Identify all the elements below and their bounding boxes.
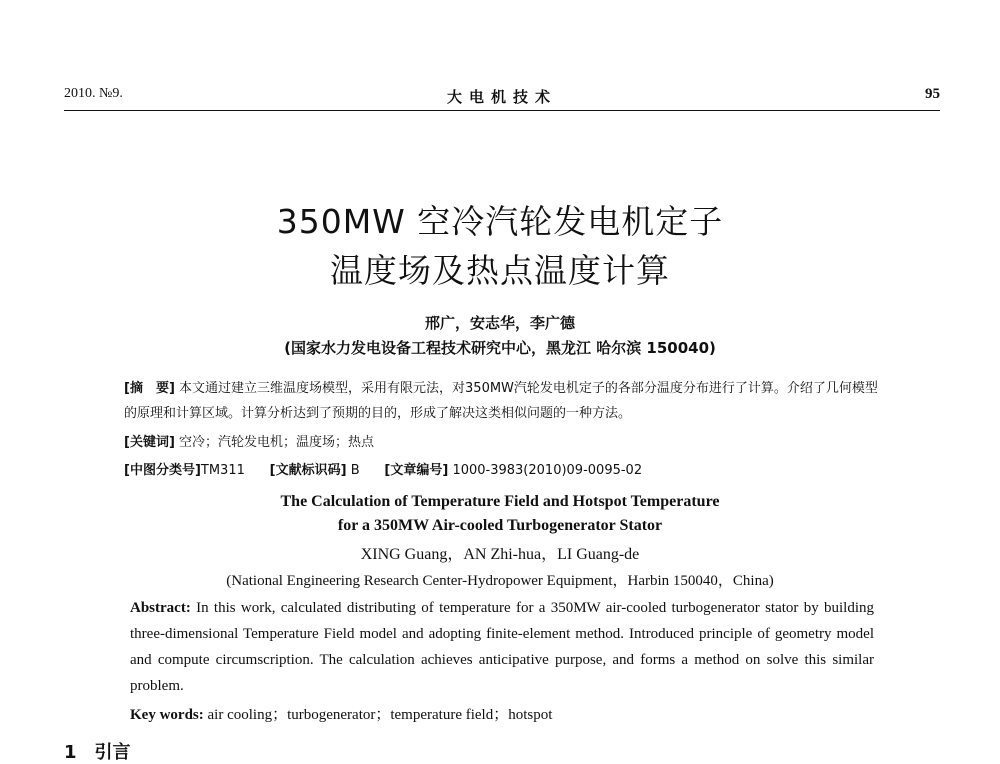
title-en-line-1: The Calculation of Temperature Field and Hotspot Temperature [280, 493, 720, 510]
title-line-2: 温度场及热点温度计算 [330, 251, 670, 290]
keywords-cn-label: [关键词] [124, 435, 175, 450]
section-number: 1 [64, 742, 77, 763]
abstract-en [130, 595, 874, 699]
classification-line [124, 458, 884, 483]
running-header [64, 86, 940, 110]
issue-label: 2010. №9. [64, 86, 123, 101]
affiliation-en: (National Engineering Research Center-Hydropower Equipment，Harbin 150040，China) [226, 573, 774, 589]
page-number: 95 [925, 86, 940, 102]
section-heading [64, 738, 149, 764]
title-en-line-2: for a 350MW Air-cooled Turbogenerator Stator [337, 517, 663, 534]
header-rule [64, 110, 940, 111]
title-line-1: 350MW 空冷汽轮发电机定子 [276, 202, 724, 241]
section-title: 引言 [94, 742, 131, 763]
abstract-cn-label: [摘 要] [124, 381, 175, 396]
keywords-en [130, 703, 874, 724]
article-id-value: 1000-3983(2010)09-0095-02 [452, 463, 643, 478]
abstract-en-text: In this work, calculated distributing of temperature for a 350MW air-cooled turbogenerator stator by building three-dimensional Temperature Field model and adopting finite-element method. Introduced principle of geometry model and compute circumscription. The calculation achieves anticipative purpose, and forms a method on solve this similar problem. [130, 600, 874, 694]
article-id-label: [文章编号] [384, 463, 449, 478]
abstract-en-label: Abstract: [130, 600, 191, 616]
affiliation-cn: (国家水力发电设备工程技术研究中心，黑龙江 哈尔滨 150040) [284, 339, 716, 357]
authors-cn: 邢广，安志华，李广德 [424, 314, 575, 332]
keywords-cn [124, 430, 884, 455]
authors-en: XING Guang，AN Zhi-hua，LI Guang-de [360, 546, 640, 563]
abstract-cn [124, 376, 884, 426]
keywords-en-text: air cooling；turbogenerator；temperature field；hotspot [207, 707, 553, 723]
abstract-cn-text: 本文通过建立三维温度场模型，采用有限元法，对350MW汽轮发电机定子的各部分温度分布进行了计算。介绍了几何模型的原理和计算区域。计算分析达到了预期的目的，形成了解决这类相似问题的一种方法。 [124, 381, 878, 421]
doc-code-value: B [350, 463, 360, 478]
clc-label: [中图分类号] [124, 463, 201, 478]
keywords-cn-text: 空冷；汽轮发电机；温度场；热点 [179, 435, 375, 450]
doc-code-label: [文献标识码] [269, 463, 347, 478]
clc-value: TM311 [200, 463, 245, 478]
keywords-en-label: Key words: [130, 707, 204, 723]
journal-name: 大电机技术 [446, 88, 557, 106]
